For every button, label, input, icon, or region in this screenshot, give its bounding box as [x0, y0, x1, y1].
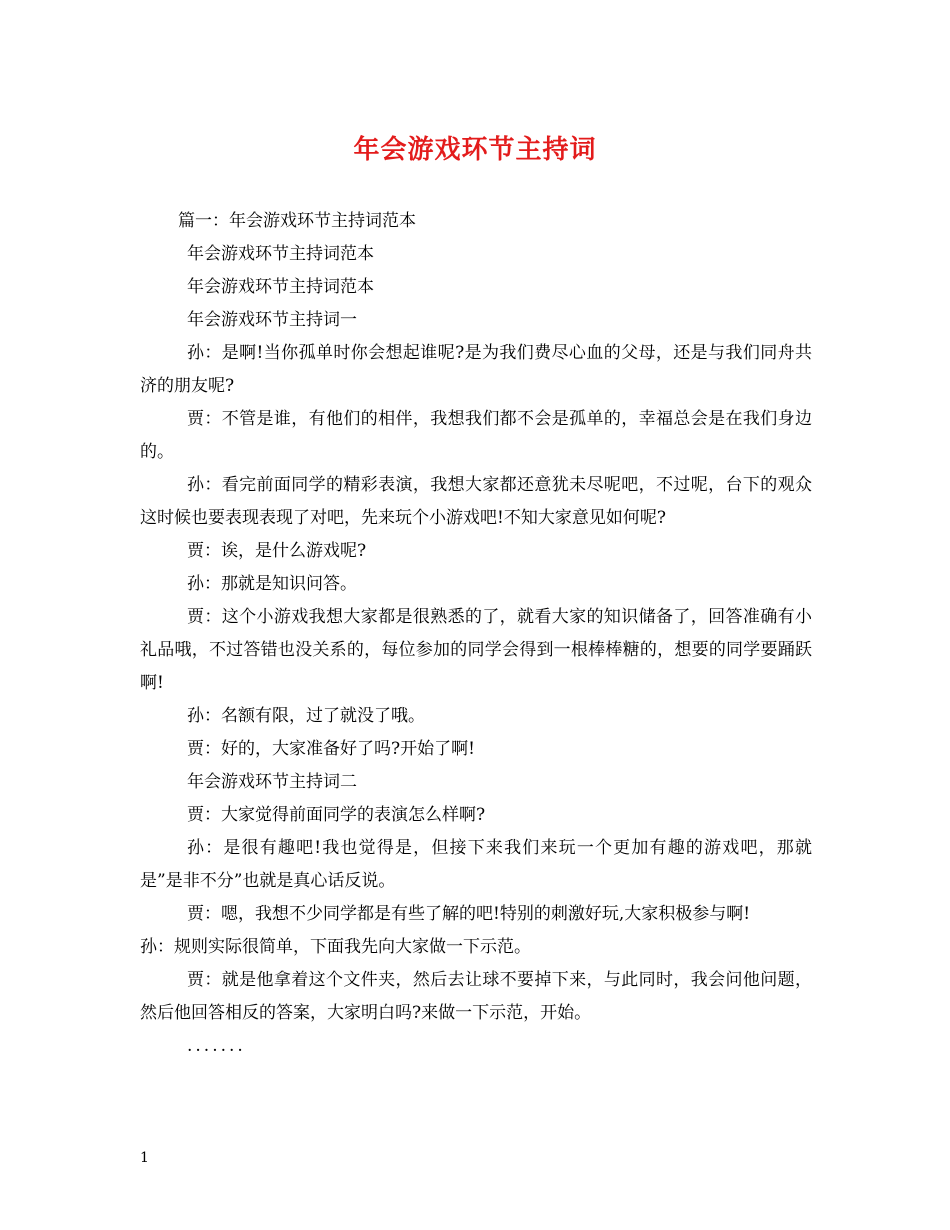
page-number: 1 — [140, 1150, 149, 1166]
paragraph-subheading: 年会游戏环节主持词二 — [187, 772, 357, 792]
paragraph-dialogue: 孙：规则实际很简单，下面我先向大家做一下示范。 — [140, 937, 531, 957]
paragraph-dialogue: 孙：那就是知识问答。 — [187, 574, 357, 594]
document-title: 年会游戏环节主持词 — [353, 135, 597, 165]
paragraph-subheading: 年会游戏环节主持词范本 — [187, 244, 374, 264]
paragraph-dialogue: 孙：是很有趣吧!我也觉得是，但接下来我们来玩一个更加有趣的游戏吧，那就是”是非不分”也就是真心话反说。 — [140, 838, 812, 891]
paragraph-dialogue: 贾：诶，是什么游戏呢? — [187, 541, 367, 561]
paragraph-dialogue: 贾：好的，大家准备好了吗?开始了啊! — [187, 739, 475, 759]
document-body — [140, 205, 812, 1063]
paragraph-subheading: 年会游戏环节主持词范本 — [187, 277, 374, 297]
paragraph-dialogue: 贾：嗯，我想不少同学都是有些了解的吧!特别的刺激好玩,大家积极参与啊! — [187, 904, 751, 924]
paragraph-dialogue: 孙：是啊!当你孤单时你会想起谁呢?是为我们费尽心血的父母，还是与我们同舟共济的朋友呢? — [140, 343, 812, 396]
paragraph-section-heading: 篇一：年会游戏环节主持词范本 — [178, 211, 416, 231]
paragraph-dialogue: 贾：就是他拿着这个文件夹，然后去让球不要掉下来，与此同时，我会问他问题，然后他回答相反的答案，大家明白吗?来做一下示范，开始。 — [140, 970, 812, 1023]
paragraph-dialogue: 孙：看完前面同学的精彩表演，我想大家都还意犹未尽呢吧，不过呢，台下的观众这时候也要表现表现了对吧，先来玩个小游戏吧!不知大家意见如何呢? — [140, 475, 812, 528]
paragraph-subheading: 年会游戏环节主持词一 — [187, 310, 357, 330]
paragraph-dialogue: 贾：不管是谁，有他们的相伴，我想我们都不会是孤单的，幸福总会是在我们身边的。 — [140, 409, 812, 462]
paragraph-dialogue: 贾：大家觉得前面同学的表演怎么样啊? — [187, 805, 486, 825]
paragraph-dialogue: 孙：名额有限，过了就没了哦。 — [187, 706, 425, 726]
paragraph-ellipsis: ....... — [187, 1036, 246, 1056]
paragraph-dialogue: 贾：这个小游戏我想大家都是很熟悉的了，就看大家的知识储备了，回答准确有小礼品哦，不过答错也没关系的，每位参加的同学会得到一根棒棒糖的，想要的同学要踊跃啊! — [140, 607, 812, 693]
